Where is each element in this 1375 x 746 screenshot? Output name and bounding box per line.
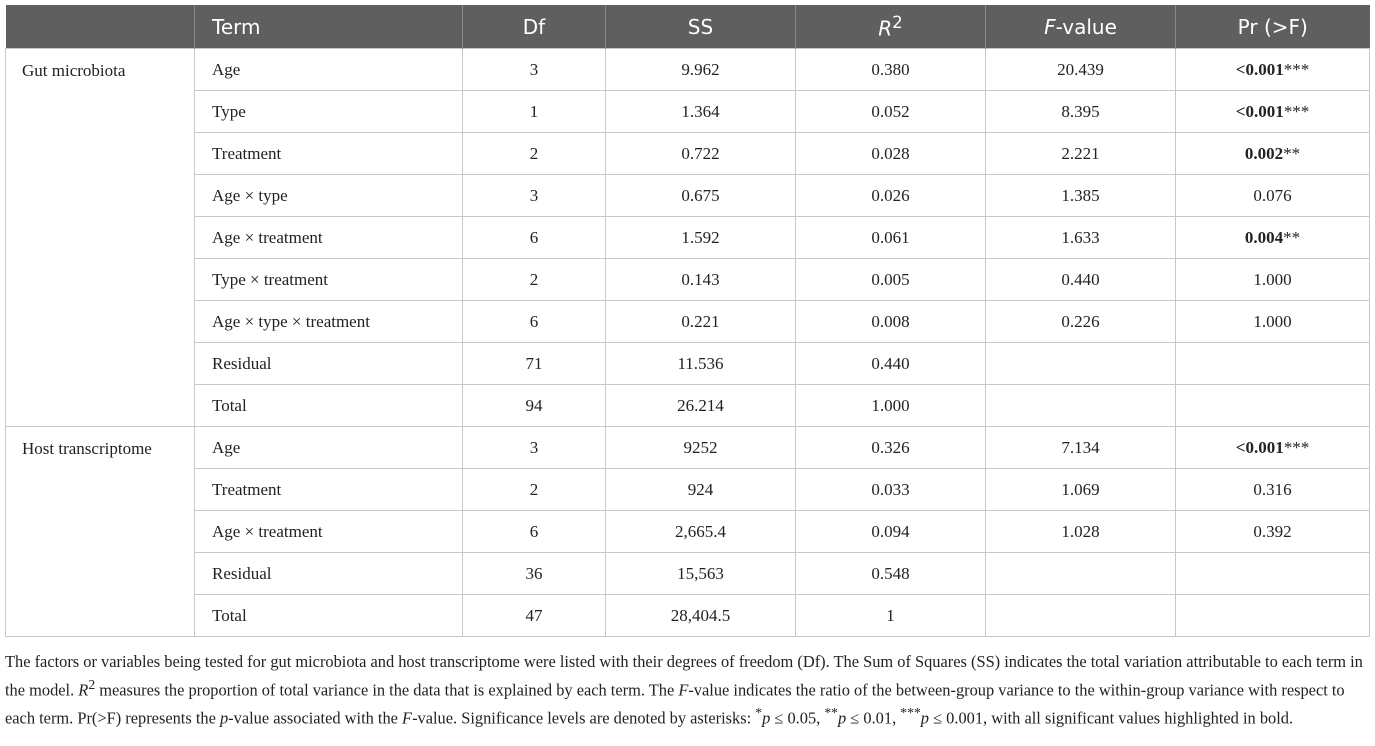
cell-term: Age × treatment — [195, 217, 463, 259]
cell-fvalue: 2.221 — [986, 133, 1176, 175]
cell-pr — [1176, 91, 1370, 133]
cell-r2: 1 — [796, 595, 986, 637]
caption-star: * — [755, 705, 763, 721]
cell-term: Treatment — [195, 133, 463, 175]
table-row — [6, 49, 1370, 91]
cell-pr — [1176, 301, 1370, 343]
caption-text: ≤ 0.01, — [846, 708, 901, 728]
cell-pr — [1176, 469, 1370, 511]
group-label: Gut microbiota — [6, 49, 195, 427]
cell-ss: 1.592 — [606, 217, 796, 259]
p-value: 0.002 — [1244, 143, 1284, 163]
p-value: <0.001 — [1235, 101, 1284, 121]
cell-fvalue — [986, 385, 1176, 427]
caption-star: ** — [824, 705, 838, 721]
cell-term: Residual — [195, 343, 463, 385]
cell-fvalue: 7.134 — [986, 427, 1176, 469]
caption-p: p — [219, 708, 229, 728]
cell-pr — [1176, 511, 1370, 553]
table-body — [6, 49, 1370, 637]
cell-r2: 0.061 — [796, 217, 986, 259]
header-fvalue-letter: F — [1044, 14, 1056, 39]
cell-fvalue: 8.395 — [986, 91, 1176, 133]
cell-term: Total — [195, 595, 463, 637]
cell-term: Type — [195, 91, 463, 133]
cell-r2: 0.026 — [796, 175, 986, 217]
significance-stars: ** — [1283, 143, 1301, 163]
caption-text: The factors or variables being tested for gut microbiota and host transcriptome were listed with their degrees of freedom (Df). The Sum of Squares (SS) indicates the total variation attributable to each term in the model. — [5, 652, 1363, 700]
cell-df: 6 — [463, 217, 606, 259]
cell-pr — [1176, 49, 1370, 91]
cell-ss: 0.143 — [606, 259, 796, 301]
cell-df: 47 — [463, 595, 606, 637]
caption-f: F — [678, 680, 689, 700]
cell-ss: 1.364 — [606, 91, 796, 133]
cell-ss: 28,404.5 — [606, 595, 796, 637]
cell-pr — [1176, 595, 1370, 637]
cell-term: Age × treatment — [195, 511, 463, 553]
cell-df: 3 — [463, 427, 606, 469]
cell-ss: 11.536 — [606, 343, 796, 385]
cell-r2: 0.440 — [796, 343, 986, 385]
table-row — [6, 301, 1370, 343]
table-row — [6, 343, 1370, 385]
p-value: 0.076 — [1253, 185, 1292, 205]
cell-fvalue — [986, 553, 1176, 595]
caption-r: R — [78, 680, 89, 700]
cell-df: 2 — [463, 259, 606, 301]
cell-r2: 0.326 — [796, 427, 986, 469]
caption-p: p — [762, 708, 771, 728]
caption-star: *** — [900, 705, 921, 721]
header-r2-letter: R — [878, 16, 893, 41]
cell-r2: 0.033 — [796, 469, 986, 511]
p-value: <0.001 — [1235, 59, 1284, 79]
header-ss: SS — [606, 5, 796, 49]
cell-ss: 0.221 — [606, 301, 796, 343]
table-row — [6, 217, 1370, 259]
cell-ss: 0.722 — [606, 133, 796, 175]
header-group — [6, 5, 195, 49]
caption-text: -value associated with the — [228, 708, 403, 728]
cell-term: Age × type — [195, 175, 463, 217]
cell-term: Type × treatment — [195, 259, 463, 301]
table-row — [6, 91, 1370, 133]
header-pr: Pr (>F) — [1176, 5, 1370, 49]
cell-df: 3 — [463, 175, 606, 217]
caption-p: p — [838, 708, 847, 728]
cell-pr — [1176, 175, 1370, 217]
p-value: 0.392 — [1253, 521, 1292, 541]
table-row — [6, 133, 1370, 175]
cell-fvalue: 1.069 — [986, 469, 1176, 511]
table-row — [6, 595, 1370, 637]
header-r2-sup: 2 — [892, 12, 903, 32]
anova-table — [5, 5, 1370, 637]
significance-stars: *** — [1283, 437, 1310, 457]
caption-r-sup: 2 — [88, 677, 96, 692]
p-value: <0.001 — [1235, 437, 1284, 457]
cell-term: Residual — [195, 553, 463, 595]
caption-f: F — [402, 708, 413, 728]
table-row — [6, 511, 1370, 553]
cell-r2: 1.000 — [796, 385, 986, 427]
cell-fvalue: 20.439 — [986, 49, 1176, 91]
cell-pr — [1176, 217, 1370, 259]
caption-text: measures the proportion of total variance in the data that is explained by each term. The — [95, 680, 679, 700]
header-r2 — [796, 5, 986, 49]
cell-ss: 15,563 — [606, 553, 796, 595]
cell-fvalue — [986, 595, 1176, 637]
cell-r2: 0.094 — [796, 511, 986, 553]
cell-df: 36 — [463, 553, 606, 595]
cell-df: 2 — [463, 469, 606, 511]
p-value: 1.000 — [1253, 311, 1292, 331]
cell-r2: 0.052 — [796, 91, 986, 133]
header-fvalue-rest: -value — [1055, 14, 1117, 39]
cell-df: 6 — [463, 301, 606, 343]
cell-term: Age — [195, 49, 463, 91]
cell-df: 71 — [463, 343, 606, 385]
header-term: Term — [195, 5, 463, 49]
cell-ss: 2,665.4 — [606, 511, 796, 553]
cell-ss: 9252 — [606, 427, 796, 469]
caption-p: p — [920, 708, 929, 728]
cell-df: 94 — [463, 385, 606, 427]
cell-pr — [1176, 385, 1370, 427]
table-row — [6, 427, 1370, 469]
table-row — [6, 553, 1370, 595]
cell-fvalue — [986, 343, 1176, 385]
p-value: 0.004 — [1244, 227, 1284, 247]
cell-pr — [1176, 259, 1370, 301]
cell-pr — [1176, 133, 1370, 175]
cell-r2: 0.548 — [796, 553, 986, 595]
table-row — [6, 385, 1370, 427]
cell-df: 1 — [463, 91, 606, 133]
cell-fvalue: 1.633 — [986, 217, 1176, 259]
significance-stars: *** — [1283, 59, 1310, 79]
cell-fvalue: 0.226 — [986, 301, 1176, 343]
table-caption — [5, 650, 1369, 730]
caption-text: ≤ 0.05, — [770, 708, 825, 728]
cell-df: 6 — [463, 511, 606, 553]
cell-fvalue: 1.028 — [986, 511, 1176, 553]
cell-pr — [1176, 553, 1370, 595]
cell-term: Total — [195, 385, 463, 427]
cell-r2: 0.028 — [796, 133, 986, 175]
group-label: Host transcriptome — [6, 427, 195, 637]
cell-term: Treatment — [195, 469, 463, 511]
significance-stars: ** — [1283, 227, 1301, 247]
table-row — [6, 259, 1370, 301]
caption-text: -value indicates the ratio of the between-group variance to the within-group variance with respect to each term. Pr(>F) represents the — [5, 680, 1345, 728]
cell-fvalue: 0.440 — [986, 259, 1176, 301]
cell-ss: 0.675 — [606, 175, 796, 217]
table-row — [6, 469, 1370, 511]
cell-term: Age — [195, 427, 463, 469]
p-value: 1.000 — [1253, 269, 1292, 289]
header-fvalue — [986, 5, 1176, 49]
cell-pr — [1176, 343, 1370, 385]
cell-fvalue: 1.385 — [986, 175, 1176, 217]
cell-pr — [1176, 427, 1370, 469]
cell-ss: 26.214 — [606, 385, 796, 427]
table-row — [6, 175, 1370, 217]
header-df: Df — [463, 5, 606, 49]
cell-ss: 924 — [606, 469, 796, 511]
cell-r2: 0.380 — [796, 49, 986, 91]
cell-r2: 0.005 — [796, 259, 986, 301]
cell-term: Age × type × treatment — [195, 301, 463, 343]
cell-r2: 0.008 — [796, 301, 986, 343]
header-row — [6, 5, 1370, 49]
cell-df: 3 — [463, 49, 606, 91]
cell-df: 2 — [463, 133, 606, 175]
cell-ss: 9.962 — [606, 49, 796, 91]
caption-text: ≤ 0.001, with all significant values highlighted in bold. — [928, 708, 1294, 728]
p-value: 0.316 — [1253, 479, 1292, 499]
significance-stars: *** — [1283, 101, 1310, 121]
caption-text: -value. Significance levels are denoted by asterisks: — [412, 708, 756, 728]
